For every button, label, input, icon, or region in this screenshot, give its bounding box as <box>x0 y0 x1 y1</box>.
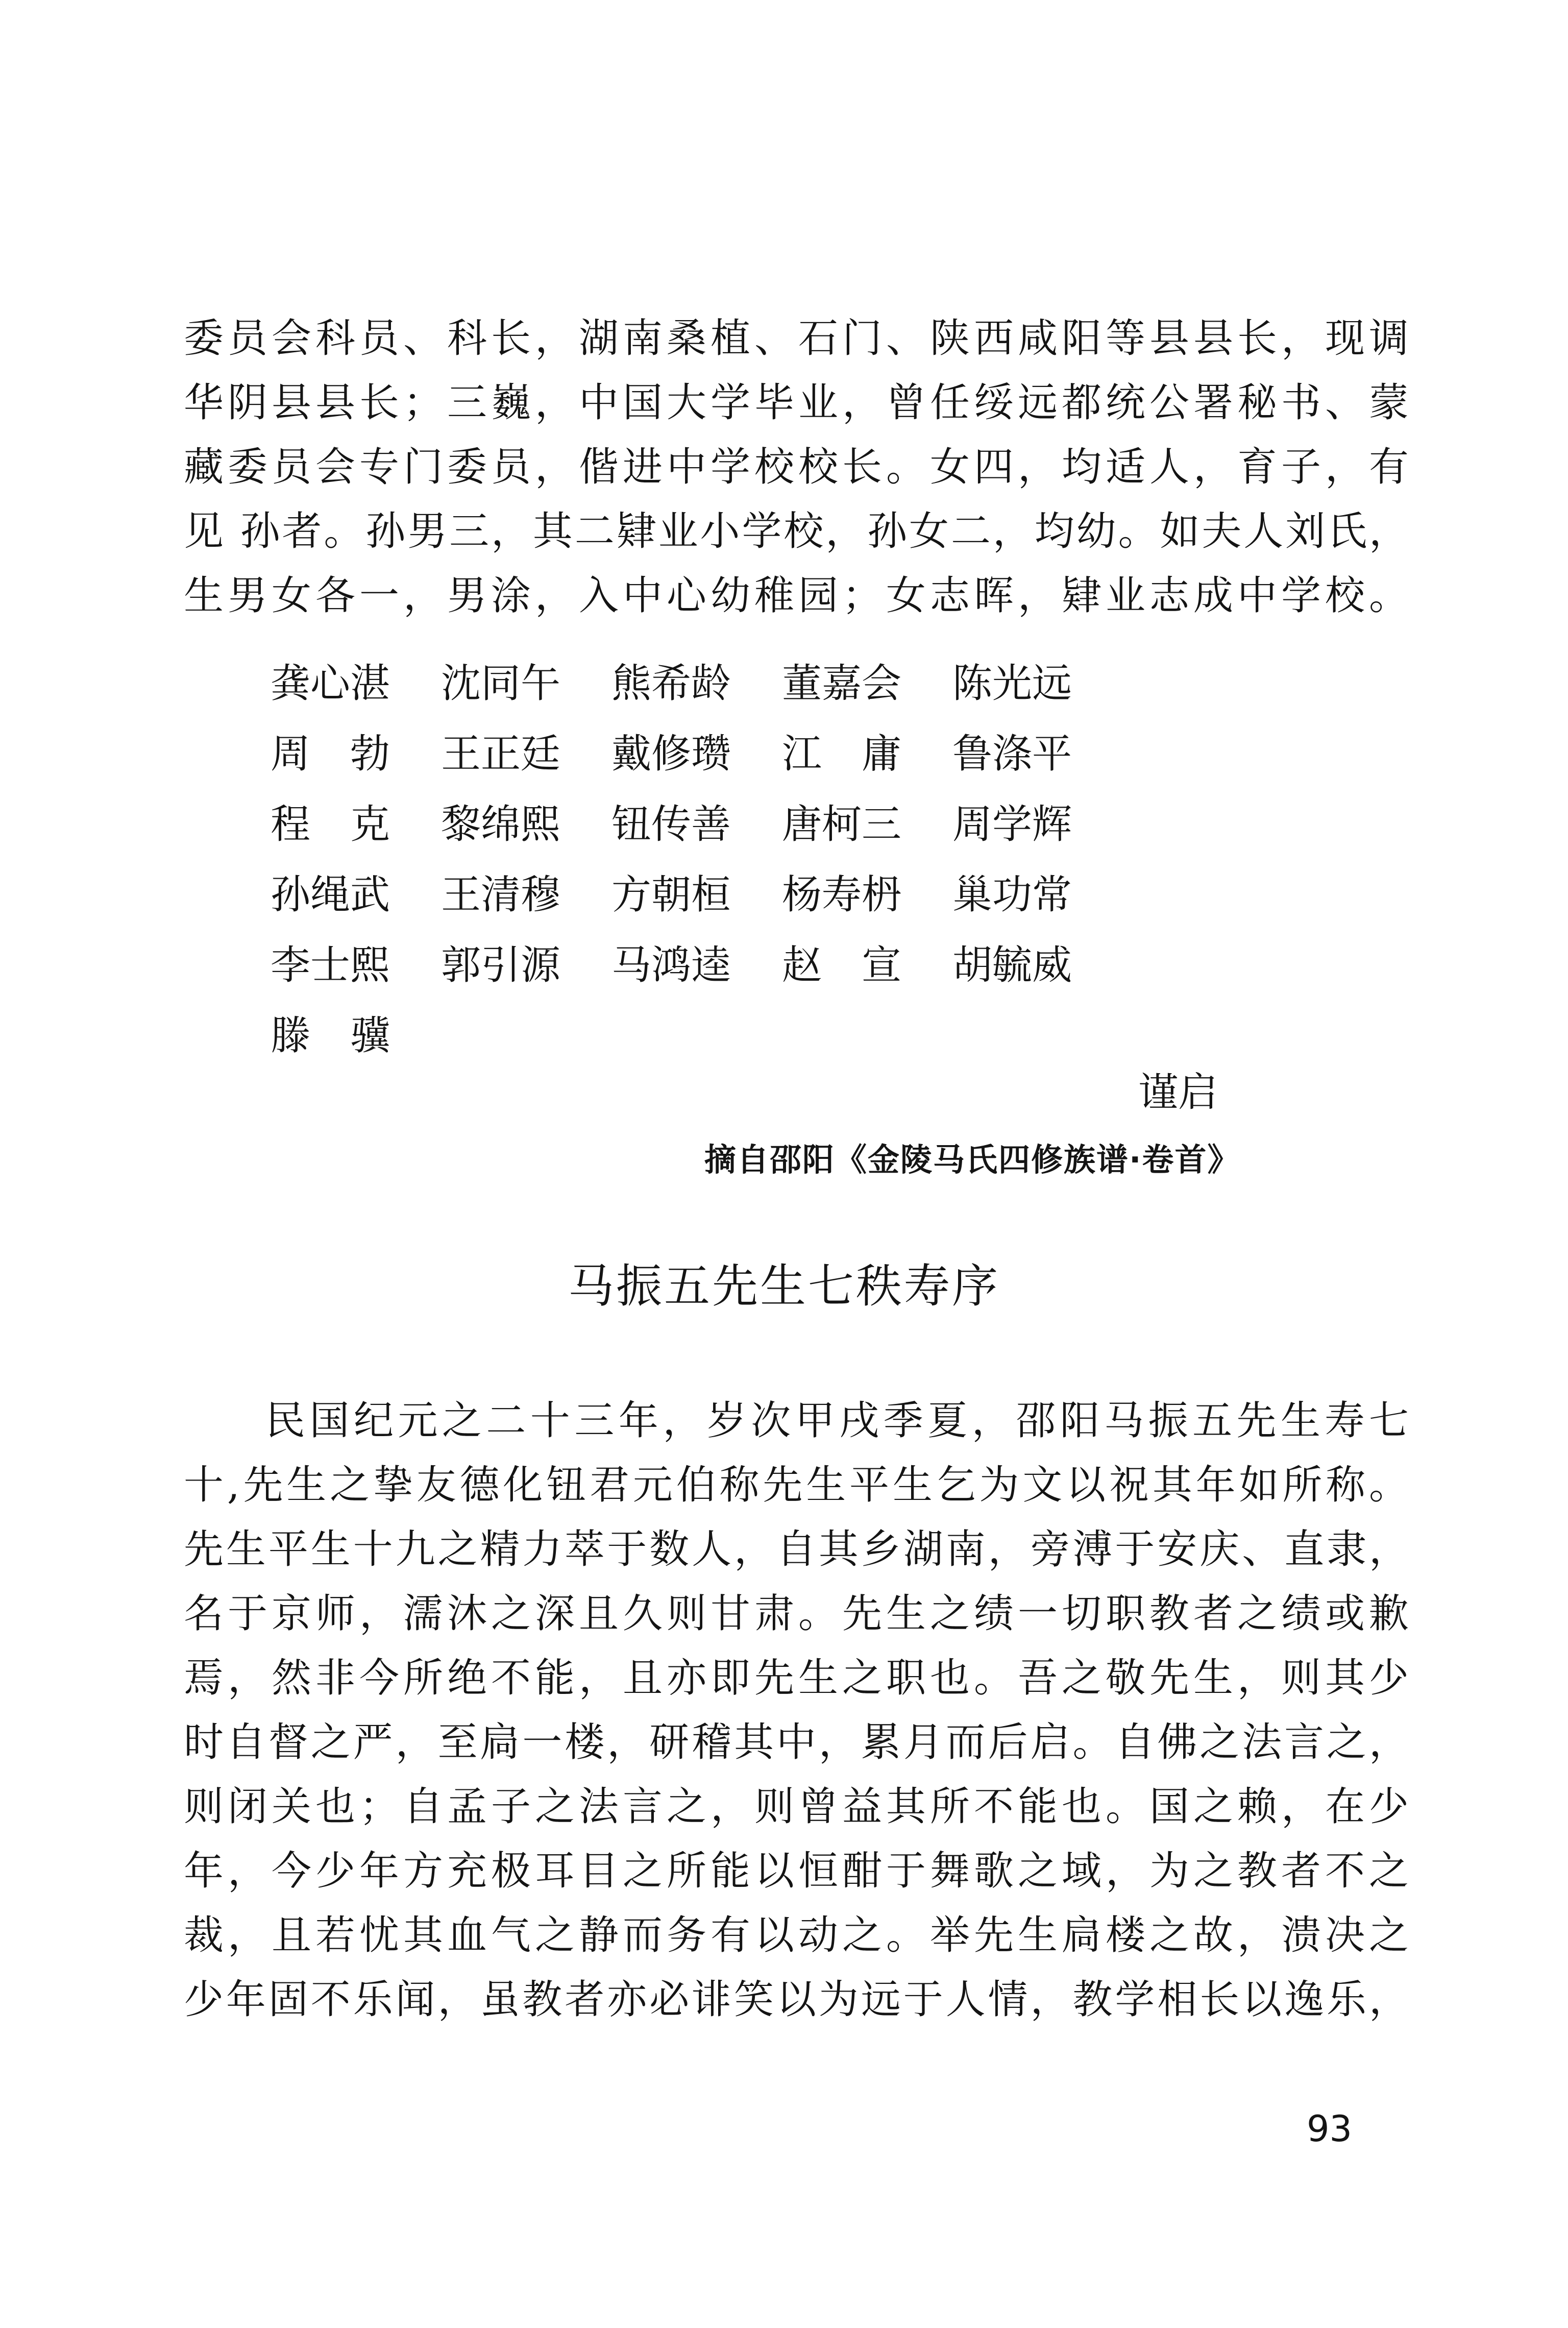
signatory-name: 王正廷 <box>441 731 561 777</box>
text-line: 藏委员会专门委员，偕进中学校校长。女四，均适人，育子，有 <box>184 444 1409 490</box>
signatory-name: 陈光远 <box>952 661 1072 707</box>
signatory-name: 王清穆 <box>441 872 561 918</box>
text-line: 裁，且若忧其血气之静而务有以动之。举先生扃楼之故，溃决之 <box>184 1912 1409 1958</box>
signatory-name: 巢功常 <box>952 872 1072 918</box>
signatory-name: 熊希龄 <box>611 661 731 707</box>
signatory-name: 郭引源 <box>441 942 561 988</box>
text-line: 少年固不乐闻，虽教者亦必诽笑以为远于人情，教学相长以逸乐， <box>184 1977 1409 2023</box>
signatory-name: 胡毓威 <box>952 942 1072 988</box>
text-line: 十,先生之挚友德化钮君元伯称先生平生乞为文以祝其年如所称。 <box>184 1462 1409 1508</box>
signatory-name: 李士熙 <box>271 942 390 988</box>
signatory-name: 戴修瓒 <box>611 731 731 777</box>
source-citation: 摘自邵阳《金陵马氏四修族谱·卷首》 <box>704 1141 1240 1178</box>
section-title: 马振五先生七秩寿序 <box>568 1259 1000 1313</box>
text-line: 委员会科员、科长，湖南桑植、石门、陕西咸阳等县县长，现调 <box>184 316 1409 361</box>
text-line: 先生平生十九之精力萃于数人，自其乡湖南，旁溥于安庆、直隶， <box>184 1526 1409 1572</box>
signatory-row <box>271 719 1123 789</box>
page-number: 93 <box>1307 2108 1353 2150</box>
signatory-name: 黎绵熙 <box>441 802 561 847</box>
signatory-name: 马鸿逵 <box>611 942 731 988</box>
text-line: 则闭关也；自孟子之法言之，则曾益其所不能也。国之赖，在少 <box>184 1784 1409 1830</box>
text-line: 名于京师，濡沐之深且久则甘肃。先生之绩一切职教者之绩或歉 <box>184 1591 1409 1637</box>
paragraph-continued <box>184 306 1409 628</box>
signatory-name: 钮传善 <box>611 802 731 847</box>
signatory-name: 周学辉 <box>952 802 1072 847</box>
signatory-name: 沈同午 <box>441 661 561 707</box>
signatory-name: 鲁涤平 <box>952 731 1072 777</box>
signatory-row <box>271 648 1123 719</box>
closing-salutation: 谨启 <box>1138 1070 1218 1116</box>
signatory-row <box>271 930 1123 1001</box>
signatory-list <box>271 648 1123 1071</box>
text-line: 见 孙者。孙男三，其二肄业小学校，孙女二，均幼。如夫人刘氏， <box>184 508 1409 554</box>
text-line: 生男女各一，男涂，入中心幼稚园；女志晖，肄业志成中学校。 <box>184 573 1409 619</box>
text-line: 民国纪元之二十三年，岁次甲戌季夏，邵阳马振五先生寿七 <box>265 1398 1409 1444</box>
signatory-name: 滕 骥 <box>271 1013 390 1059</box>
signatory-row <box>271 860 1123 930</box>
signatory-name: 赵 宣 <box>782 942 902 988</box>
signatory-name: 董嘉会 <box>782 661 902 707</box>
signatory-name: 江 庸 <box>782 731 902 777</box>
signatory-name: 孙绳武 <box>271 872 390 918</box>
text-line: 时自督之严，至扃一楼，研稽其中，累月而后启。自佛之法言之， <box>184 1719 1409 1765</box>
signatory-name: 程 克 <box>271 802 390 847</box>
signatory-row <box>271 1001 1123 1071</box>
signatory-name: 方朝桓 <box>611 872 731 918</box>
signatory-name: 龚心湛 <box>271 661 390 707</box>
text-line: 华阴县县长；三巍，中国大学毕业，曾任绥远都统公署秘书、蒙 <box>184 380 1409 426</box>
text-line: 焉，然非今所绝不能，且亦即先生之职也。吾之敬先生，则其少 <box>184 1655 1409 1701</box>
signatory-row <box>271 789 1123 860</box>
text-line: 年，今少年方充极耳目之所能以恒酣于舞歌之域，为之教者不之 <box>184 1848 1409 1894</box>
signatory-name: 唐柯三 <box>782 802 902 847</box>
signatory-name: 杨寿枬 <box>782 872 902 918</box>
preface-body <box>184 1389 1409 2032</box>
signatory-name: 周 勃 <box>271 731 390 777</box>
